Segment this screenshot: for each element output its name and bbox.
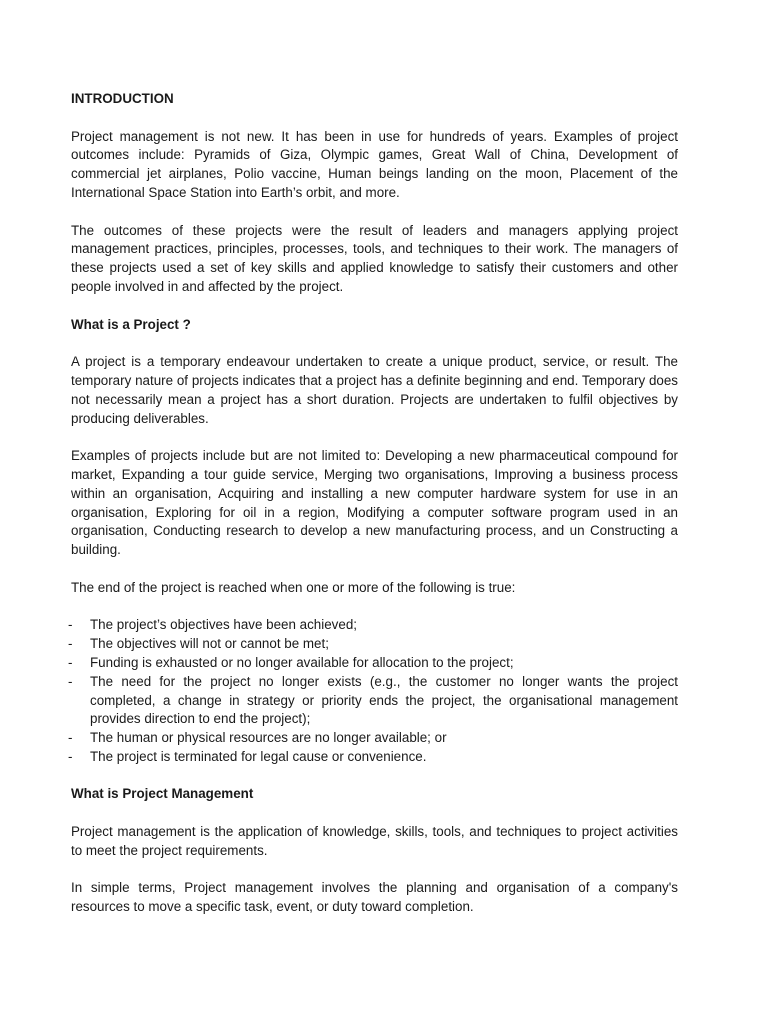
list-item-text: The project’s objectives have been achieved; <box>90 617 357 633</box>
bullet-marker: - <box>68 617 73 633</box>
bullet-marker: - <box>68 673 73 689</box>
paragraph: Project management is the application of knowledge, skills, tools, and techniques to project activities to meet the project requirements. <box>71 824 678 858</box>
list-item-text: Funding is exhausted or no longer available for allocation to the project; <box>90 654 514 670</box>
list-item <box>68 673 678 729</box>
heading-what-is-a-project: What is a Project ? <box>71 316 191 332</box>
list-item <box>68 616 678 635</box>
paragraph: Examples of projects include but are not limited to: Developing a new pharmaceutical compound for market, Expanding a tour guide service, Merging two organisations, Improving a business process within an organisation, Acquiring and installing a new computer hardware system for use in an organisation, Exploring for oil in a region, Modifying a computer software program used in an organisation, Conducting research to develop a new manufacturing process, and un Constructing a building. <box>71 448 678 558</box>
bullet-marker: - <box>68 654 73 670</box>
paragraph: In simple terms, Project management involves the planning and organisation of a company's resources to move a specific task, event, or duty toward completion. <box>71 880 678 915</box>
paragraph: The outcomes of these projects were the result of leaders and managers applying project management practices, principles, processes, tools, and techniques to their work. The managers of these projects used a set of key skills and applied knowledge to satisfy their customers and other people involved in and affected by the project. <box>71 222 678 294</box>
bullet-marker: - <box>68 748 73 764</box>
list-item-text: The project is terminated for legal cause or convenience. <box>90 748 427 764</box>
bullet-marker: - <box>68 730 73 746</box>
paragraph: Project management is not new. It has been in use for hundreds of years. Examples of project outcomes include: Pyramids of Giza, Olympic games, Great Wall of China, Development of commercial jet airplanes, Polio vaccine, Human beings landing on the moon, Placement of the International Space Station into Earth’s orbit, and more. <box>71 128 678 200</box>
list-item <box>68 729 678 748</box>
paragraph: The end of the project is reached when one or more of the following is true: <box>71 579 516 595</box>
bullet-marker: - <box>68 636 73 652</box>
list-item <box>68 654 678 673</box>
list-item-text: The objectives will not or cannot be met; <box>90 636 329 652</box>
heading-what-is-project-management: What is Project Management <box>71 786 254 802</box>
list-item <box>68 635 678 654</box>
list-item-text: The human or physical resources are no longer available; or <box>90 730 447 746</box>
list-item <box>68 748 678 767</box>
bullet-list <box>68 616 678 766</box>
paragraph: A project is a temporary endeavour undertaken to create a unique product, service, or result. The temporary nature of projects indicates that a project has a definite beginning and end. Temporary does not necessarily mean a project has a short duration. Projects are undertaken to fulfil objectives by producing deliverables. <box>71 354 678 426</box>
list-item-text: The need for the project no longer exists (e.g., the customer no longer wants the project completed, a change in strategy or priority ends the project, the organisational management provides direction to end the project); <box>90 673 678 727</box>
document-body <box>68 90 678 936</box>
heading-introduction: INTRODUCTION <box>71 91 174 106</box>
